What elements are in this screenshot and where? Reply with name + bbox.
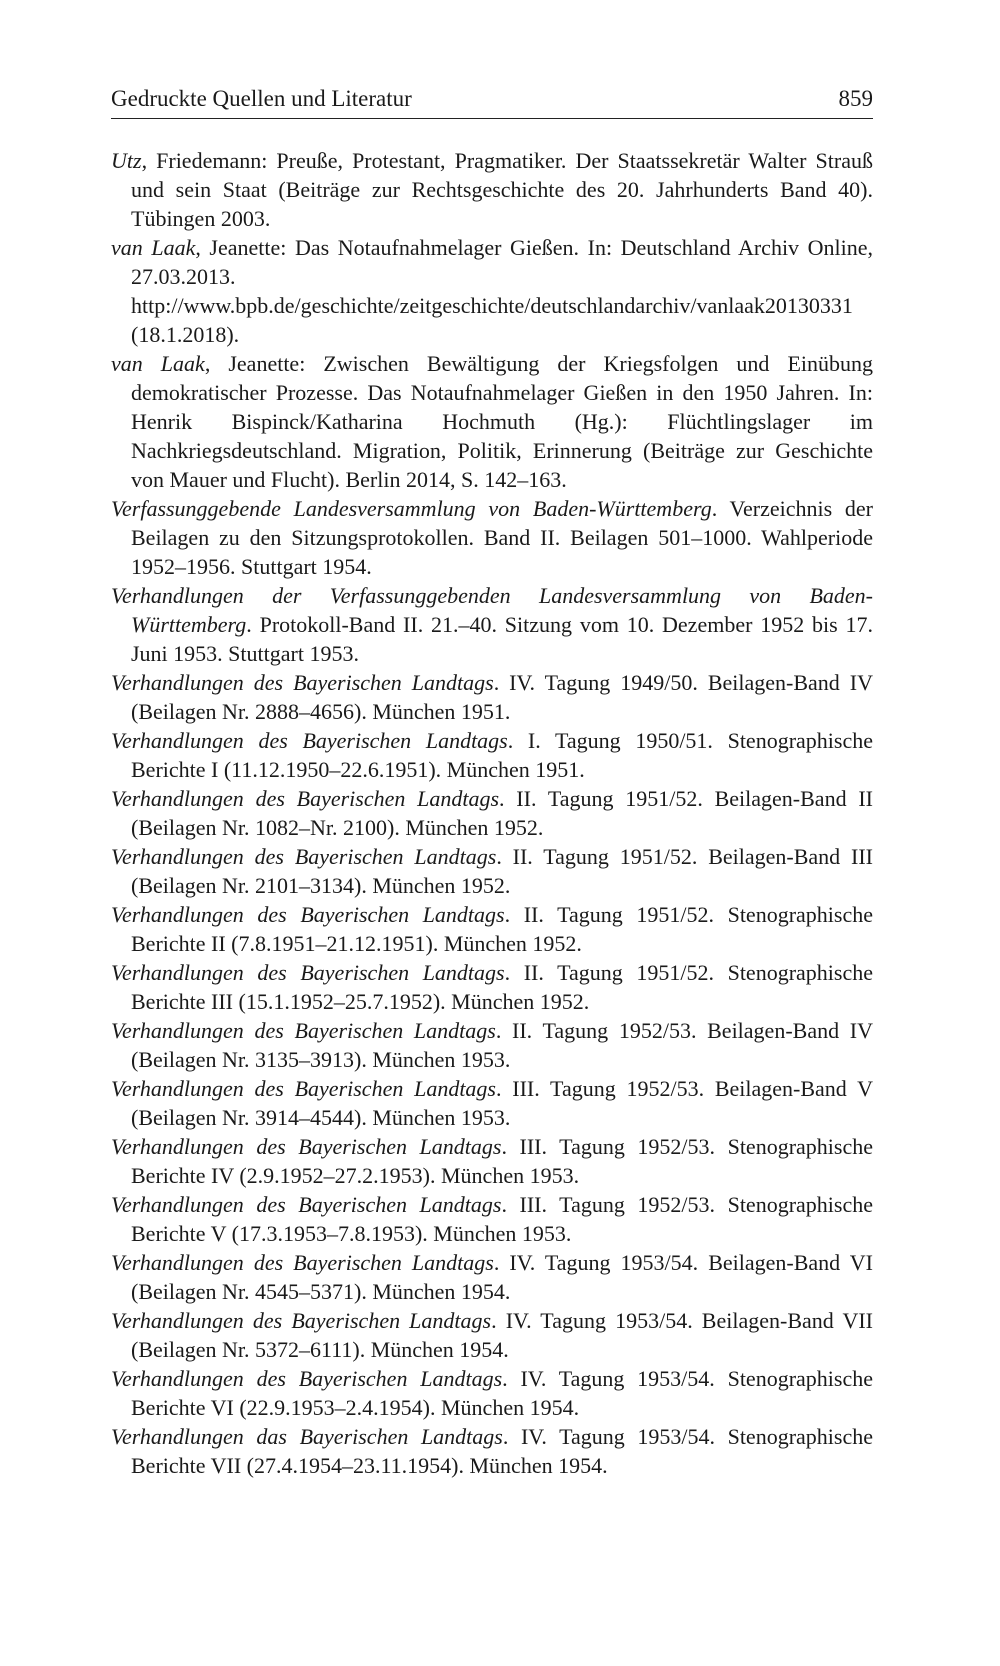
bibliography-entry [111,726,873,784]
bibliography-entry [111,784,873,842]
bibliography-entry [111,233,873,349]
bibliography-entry [111,349,873,494]
bibliography-entry [111,1016,873,1074]
entry-author: Verhandlungen des Bayerischen Landtags [111,1250,494,1275]
entry-author: Verhandlungen des Bayerischen Landtags [111,902,505,927]
entry-author: Verhandlungen des Bayerischen Landtags [111,960,505,985]
entry-author: Verhandlungen des Bayerischen Landtags [111,1134,502,1159]
entry-details: . III. Tagung 1952/53. Stenographische Berichte V (17.3.1953–7.8.1953). München 1953. [131,1192,873,1246]
entry-author: Verhandlungen der Verfassunggebenden Landesversammlung von Baden-Württemberg [111,583,873,637]
bibliography-entry [111,1074,873,1132]
entry-author: Verhandlungen des Bayerischen Landtags [111,844,497,869]
entry-details: . II. Tagung 1951/52. Stenographische Berichte III (15.1.1952–25.7.1952). München 1952. [131,960,873,1014]
bibliography-entry [111,1422,873,1480]
page-number: 859 [838,86,873,111]
bibliography-entry [111,1248,873,1306]
entry-details: , Jeanette: Das Notaufnahmelager Gießen. In: Deutschland Archiv Online, 27.03.2013. http://www.bpb.de/geschichte/zeitgeschichte/deutschlandarchiv/vanlaak20130331 (18.1.2018). [131,235,874,347]
bibliography-entry [111,1132,873,1190]
entry-author: Verhandlungen das Bayerischen Landtags [111,1424,503,1449]
entry-details: . IV. Tagung 1953/54. Stenographische Berichte VII (27.4.1954–23.11.1954). München 1954. [131,1424,873,1478]
entry-author: Verhandlungen des Bayerischen Landtags [111,786,500,811]
entry-author: Verhandlungen des Bayerischen Landtags [111,1308,492,1333]
bibliography-entry [111,494,873,581]
entry-details: . IV. Tagung 1953/54. Beilagen-Band VII (Beilagen Nr. 5372–6111). München 1954. [131,1308,874,1362]
entry-details: . III. Tagung 1952/53. Stenographische Berichte IV (2.9.1952–27.2.1953). München 1953. [131,1134,873,1188]
bibliography-entry [111,1190,873,1248]
entry-details: . Verzeichnis der Beilagen zu den Sitzungsprotokollen. Band II. Beilagen 501–1000. Wahlperiode 1952–1956. Stuttgart 1954. [131,496,873,579]
entry-details: . I. Tagung 1950/51. Stenographische Berichte I (11.12.1950–22.6.1951). München 1951. [131,728,873,782]
entry-details: . III. Tagung 1952/53. Beilagen-Band V (Beilagen Nr. 3914–4544). München 1953. [131,1076,873,1130]
entry-details: . II. Tagung 1951/52. Stenographische Berichte II (7.8.1951–21.12.1951). München 1952. [131,902,873,956]
bibliography-entry [111,958,873,1016]
bibliography-entry [111,581,873,668]
entry-author: Verfassunggebende Landesversammlung von Baden-Württemberg [111,496,712,521]
bibliography-entry [111,146,873,233]
bibliography-list [111,146,873,1480]
bibliography-entry [111,668,873,726]
entry-details: , Jeanette: Zwischen Bewältigung der Kriegsfolgen und Einübung demokratischer Prozesse. Das Notaufnahmelager Gießen in den 1950 Jahren. In: Henrik Bispinck/Katharina Hochmuth (Hg.): Flüchtlingslager im Nachkriegsdeutschland. Migration, Politik, Erinnerung (Beiträge zur Geschichte von Mauer und Flucht). Berlin 2014, S. 142–163. [131,351,873,492]
entry-author: Verhandlungen des Bayerischen Landtags [111,1366,503,1391]
running-head-title: Gedruckte Quellen und Literatur [111,86,412,111]
entry-author: Verhandlungen des Bayerischen Landtags [111,728,508,753]
running-head [111,84,873,119]
bibliography-entry [111,1306,873,1364]
entry-details: . IV. Tagung 1953/54. Beilagen-Band VI (Beilagen Nr. 4545–5371). München 1954. [131,1250,873,1304]
entry-details: , Friedemann: Preuße, Protestant, Pragmatiker. Der Staatssekretär Walter Strauß und sein Staat (Beiträge zur Rechtsgeschichte des 20. Jahrhunderts Band 40). Tübingen 2003. [131,148,873,231]
entry-author: Verhandlungen des Bayerischen Landtags [111,1076,496,1101]
entry-author: Utz [111,148,142,173]
entry-author: Verhandlungen des Bayerischen Landtags [111,1018,496,1043]
bibliography-entry [111,842,873,900]
bibliography-entry [111,900,873,958]
bibliography-entry [111,1364,873,1422]
entry-details: . IV. Tagung 1953/54. Stenographische Berichte VI (22.9.1953–2.4.1954). München 1954. [131,1366,873,1420]
entry-details: . Protokoll-Band II. 21.–40. Sitzung vom 10. Dezember 1952 bis 17. Juni 1953. Stuttgart 1953. [131,612,873,666]
entry-author: van Laak [111,351,205,376]
entry-author: Verhandlungen des Bayerischen Landtags [111,1192,502,1217]
entry-details: . II. Tagung 1951/52. Beilagen-Band III (Beilagen Nr. 2101–3134). München 1952. [131,844,873,898]
entry-details: . II. Tagung 1952/53. Beilagen-Band IV (Beilagen Nr. 3135–3913). München 1953. [131,1018,873,1072]
entry-details: . IV. Tagung 1949/50. Beilagen-Band IV (Beilagen Nr. 2888–4656). München 1951. [131,670,873,724]
entry-author: Verhandlungen des Bayerischen Landtags [111,670,494,695]
entry-author: van Laak [111,235,196,260]
entry-details: . II. Tagung 1951/52. Beilagen-Band II (Beilagen Nr. 1082–Nr. 2100). München 1952. [131,786,873,840]
